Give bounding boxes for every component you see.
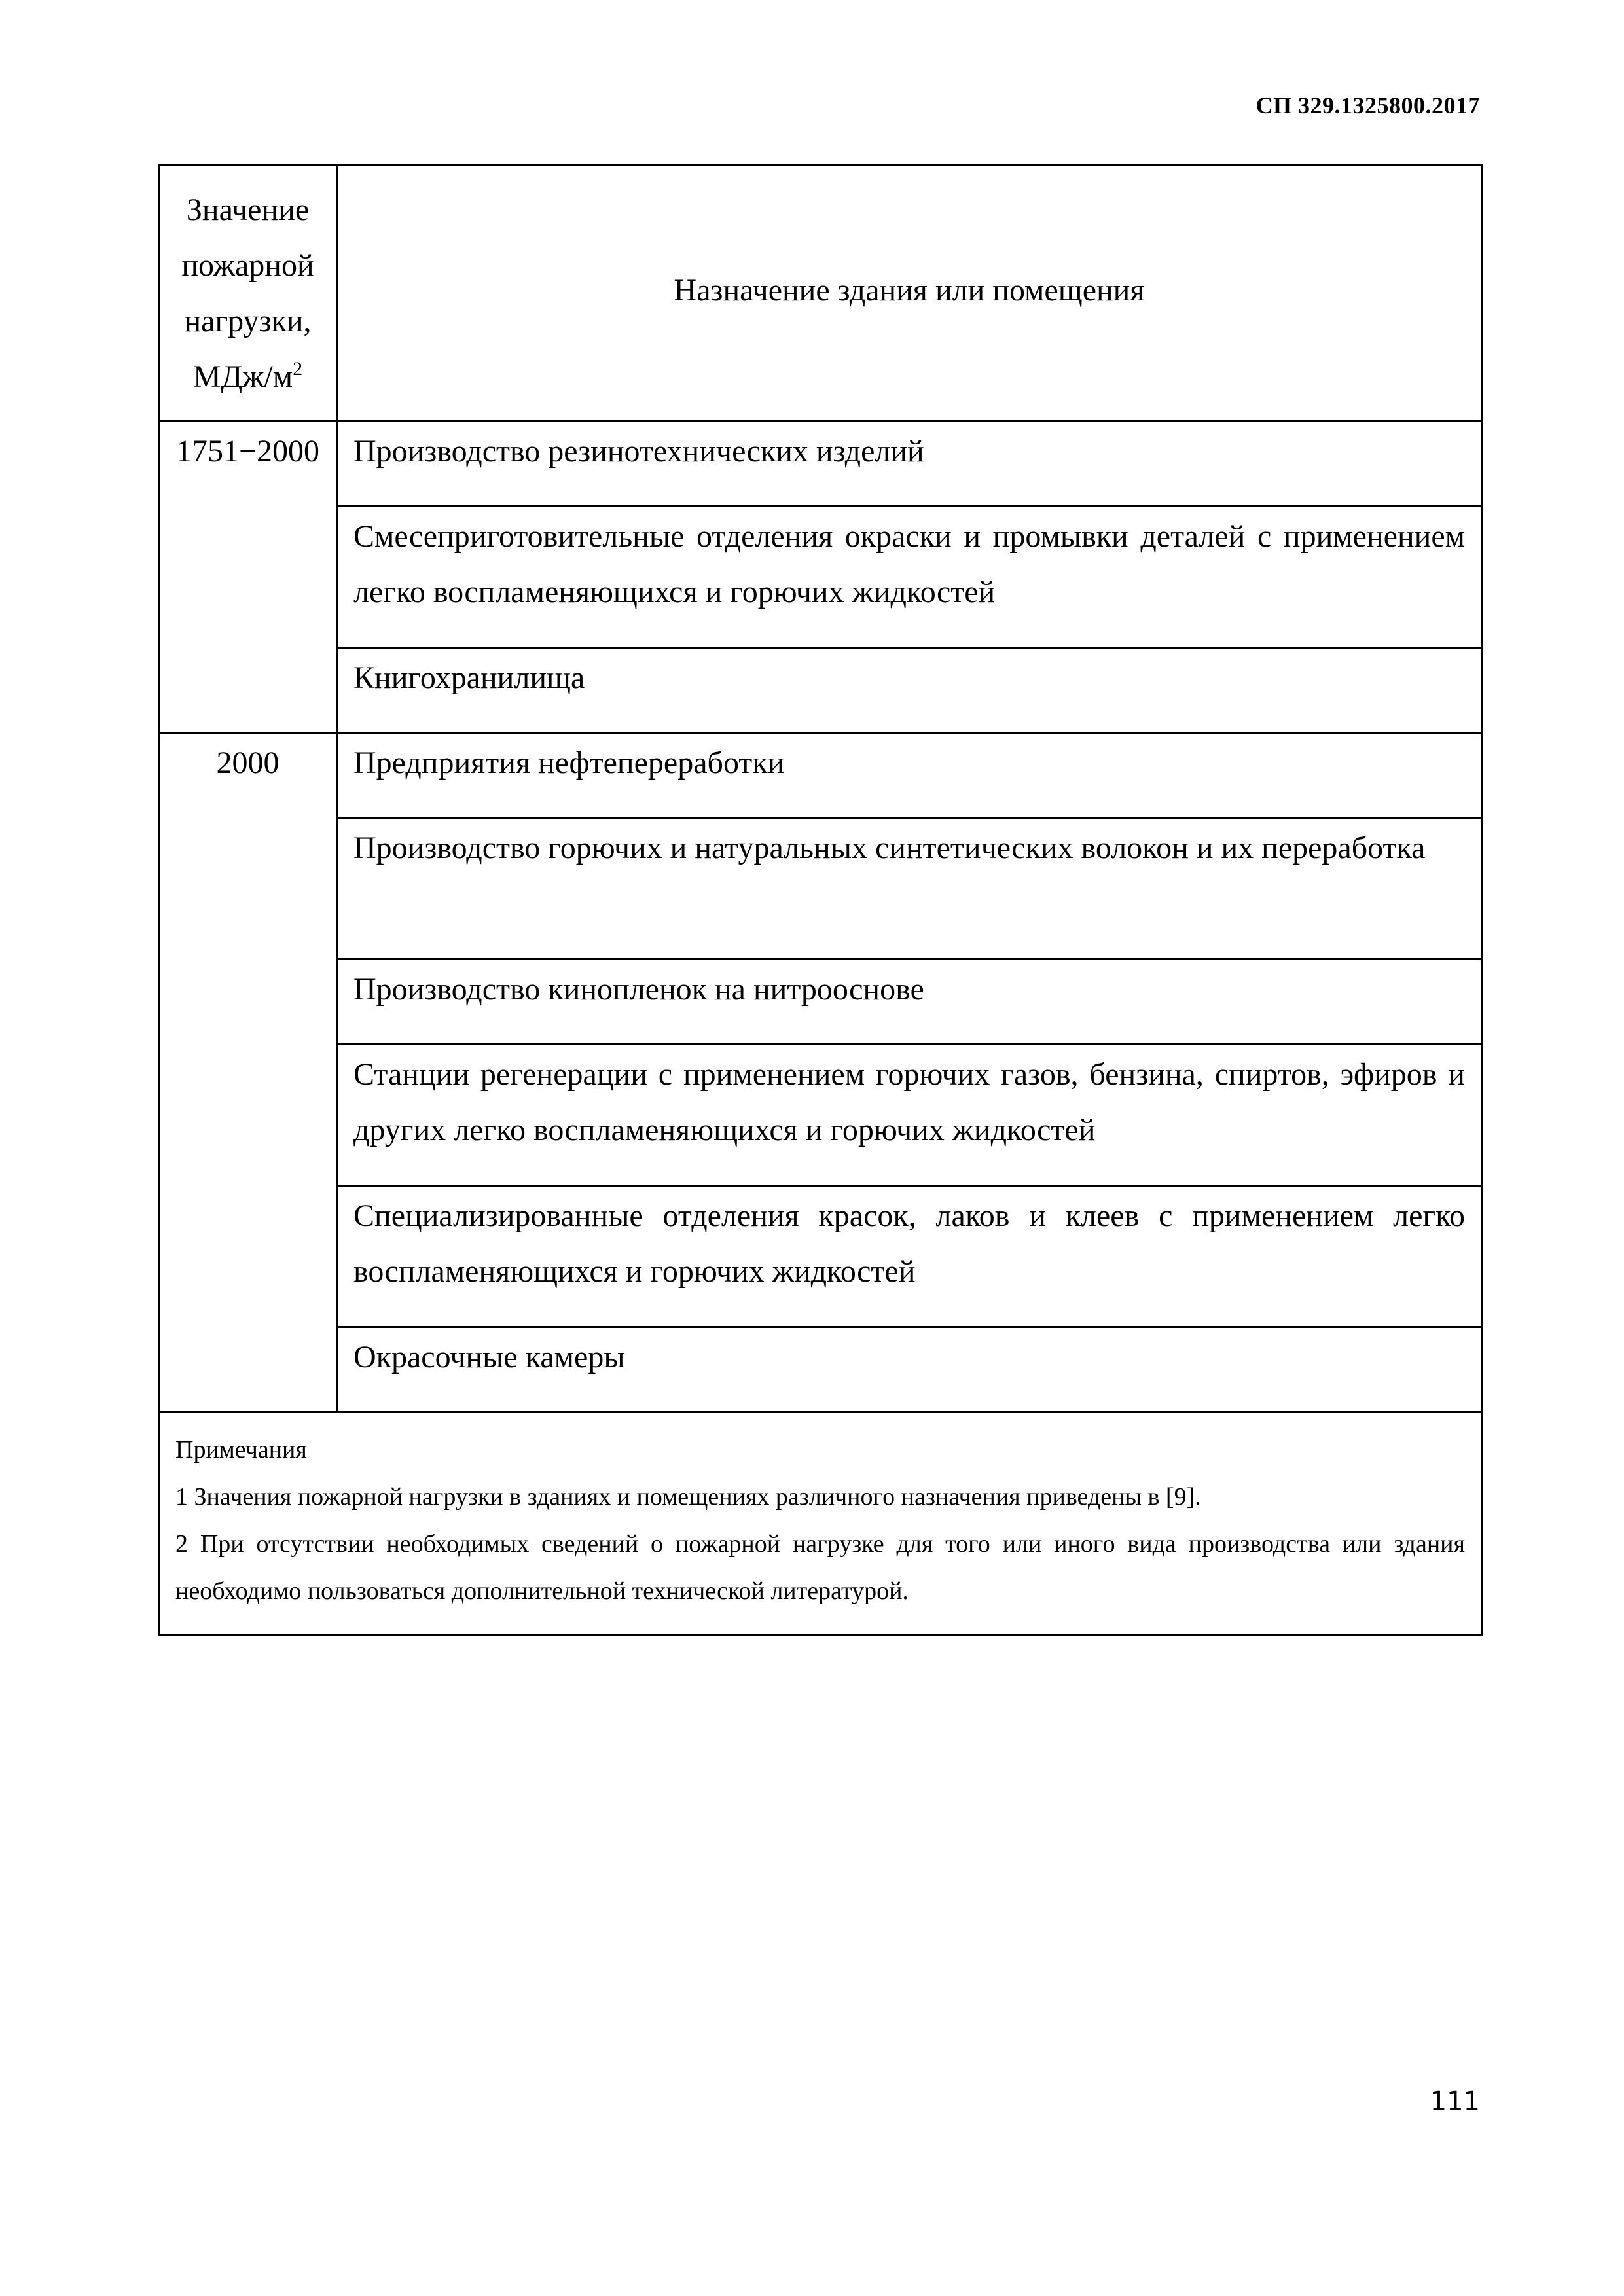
purpose-cell: Производство кинопленок на нитрооснове bbox=[337, 960, 1482, 1045]
fire-load-table bbox=[158, 164, 1483, 1636]
purpose-cell: Производство горючих и натуральных синтетических волокон и их переработка bbox=[337, 818, 1482, 960]
note-item: 2 При отсутствии необходимых сведений о пожарной нагрузке для того или иного вида производства или здания необходимо пользоваться дополнительной технической литературой. bbox=[175, 1530, 1465, 1605]
purpose-cell: Книгохранилища bbox=[337, 648, 1482, 733]
purpose-cell: Смесеприготовительные отделения окраски и промывки деталей с применением легко воспламеняющихся и горючих жидкостей bbox=[337, 507, 1482, 648]
notes-row bbox=[159, 1412, 1482, 1636]
table-row bbox=[159, 1045, 1482, 1186]
header-value-line: Значение bbox=[186, 192, 310, 227]
fire-load-value-cell: 2000 bbox=[159, 733, 337, 1412]
header-value-line: пожарной bbox=[181, 247, 314, 283]
table-row bbox=[159, 1327, 1482, 1412]
unit-superscript: 2 bbox=[293, 357, 303, 380]
table-row bbox=[159, 818, 1482, 960]
table-row bbox=[159, 1186, 1482, 1327]
document-code: СП 329.1325800.2017 bbox=[1255, 92, 1480, 118]
header-fire-load-value bbox=[159, 165, 337, 422]
table-header-row bbox=[159, 165, 1482, 422]
notes-title: Примечания bbox=[175, 1436, 307, 1463]
fire-load-value-cell: 1751−2000 bbox=[159, 422, 337, 733]
purpose-cell: Окрасочные камеры bbox=[337, 1327, 1482, 1412]
header-value-unit bbox=[164, 349, 332, 404]
purpose-cell: Станции регенерации с применением горючих газов, бензина, спиртов, эфиров и других легко воспламеняющихся и горючих жидкостей bbox=[337, 1045, 1482, 1186]
table-row bbox=[159, 733, 1482, 818]
purpose-cell: Предприятия нефтепереработки bbox=[337, 733, 1482, 818]
unit-text: МДж/м bbox=[192, 359, 293, 394]
table-row bbox=[159, 648, 1482, 733]
page-number: 111 bbox=[1430, 2087, 1480, 2117]
note-item: 1 Значения пожарной нагрузки в зданиях и помещениях различного назначения приведены в [9]. bbox=[175, 1483, 1201, 1511]
table-row bbox=[159, 507, 1482, 648]
table-row bbox=[159, 422, 1482, 507]
table-row bbox=[159, 960, 1482, 1045]
purpose-cell: Специализированные отделения красок, лаков и клеев с применением легко воспламеняющихся и горючих жидкостей bbox=[337, 1186, 1482, 1327]
notes-cell bbox=[159, 1412, 1482, 1636]
header-purpose: Назначение здания или помещения bbox=[337, 165, 1482, 422]
purpose-cell: Производство резинотехнических изделий bbox=[337, 422, 1482, 507]
header-value-line: нагрузки, bbox=[184, 303, 312, 338]
